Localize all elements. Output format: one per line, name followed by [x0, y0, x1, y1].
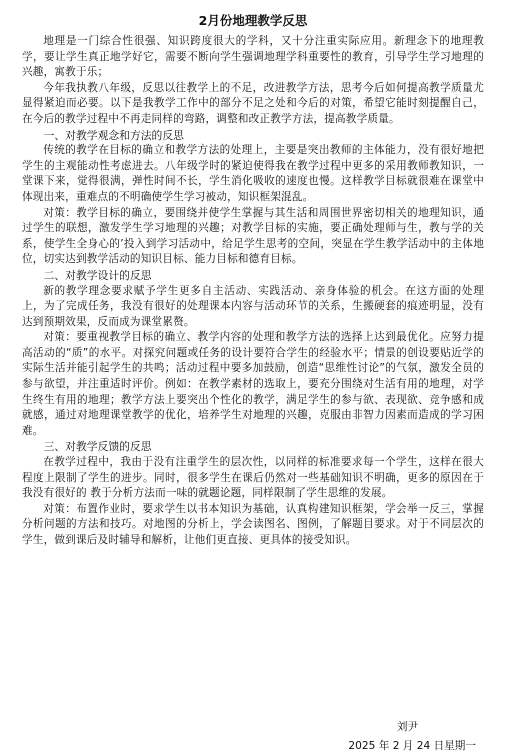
author-name: 刘尹	[396, 721, 418, 733]
section-paragraph: 传统的教学在目标的确立和教学方法的处理上，主要是突出教师的主体能力，没有很好地把学生的主观能动性考虑进去。八年级学时的紧迫使得我在教学过程中更多的采用教师教知识，一堂课下来，觉得很满，弹性时间不长，学生消化吸收的速度也慢。这样教学目标就很难在课堂中体现出来，重难点的不明确使学生学习被动，知识框架混乱。	[22, 144, 484, 203]
section-heading: 三、对教学反馈的反思	[43, 440, 152, 454]
document-date: 2025 年 2 月 24 日星期一	[348, 740, 476, 752]
document-title: 2月份地理教学反思	[198, 13, 308, 28]
section-paragraph: 对策：教学目标的确立，要围绕并使学生掌握与其生活和周围世界密切相关的地理知识，通过学生的联想，激发学生学习地理的兴趣；对教学目标的实施，要正确处理师与生，教与学的关系，使学生全身心的’投入到学习活动中，给足学生思考的空间，突显在学生教学活动中的主体地位，切实达到教学活动的知识目标、能力目标和德育目标。	[22, 206, 484, 266]
intro-paragraph: 今年我执教八年级，反思以往教学上的不足，改进教学方法，思考今后如何提高教学质量尤显得紧迫而必要。以下是我教学工作中的部分不足之处和今后的对策，希望它能时刻提醒自己，在今后的教学过程中不再走同样的弯路，调整和改正教学方法，提高教学质量。	[22, 81, 484, 125]
intro-paragraph: 地理是一门综合性很强、知识跨度很大的学科，又十分注重实际应用。新理念下的地理教学，要让学生真正地学好它，需要不断向学生强调地理学科重要性的教育，引导学生学习地理的兴趣，寓教于乐；	[22, 35, 484, 79]
section-paragraph: 对策：布置作业时，要求学生以书本知识为基础，认真构建知识框架，学会举一反三，掌握分析问题的方法和技巧。对地图的分析上，学会读图名、图例，了解题目要求。对于不同层次的学生，做到课后及时辅导和解析，让他们更直接、更具体的接受知识。	[22, 502, 484, 546]
section-paragraph: 对策：要重视教学目标的确立、教学内容的处理和教学方法的选择上达到最优化。应努力提高活动的“质”的水平。对探究问题或任务的设计要符合学生的经验水平；情景的创设要贴近学的实际生活并能引起学生的共鸣；活动过程中要多加鼓励，创造“思维性讨论”的气氛，激发全员的参与欲望，并注重适时评价。例如：在教学素材的选取上，要充分围绕对生活有用的地理，对学生终生有用的地理；教学方法上要突出个性化的教学，满足学生的参与欲、表现欲、竞争感和成就感，通过对地理课堂教学的优化，培养学生对地理的兴趣，克服由非智力因素而造成的学习困难。	[22, 331, 484, 437]
section-paragraph: 在教学过程中，我由于没有注重学生的层次性，以同样的标准要求每一个学生，这样在很大程度上限制了学生的进步。同时，很多学生在课后仍然对一些基础知识不明确，更多的原因在于我没有很好的 教于分析方法而一味的就题论题，同样限制了学生思维的发展。	[22, 456, 484, 500]
section-heading: 二、对教学设计的反思	[43, 268, 152, 282]
section-paragraph: 新的教学理念要求赋予学生更多自主活动、实践活动、亲身体验的机会。在这方面的处理上，为了完成任务，我没有很好的处理课本内容与活动环节的关系，生搬硬套的痕迹明显，没有达到预期效果，反而成为课堂累赘。	[22, 284, 484, 328]
section-heading: 一、对教学观念和方法的反思	[43, 128, 184, 142]
